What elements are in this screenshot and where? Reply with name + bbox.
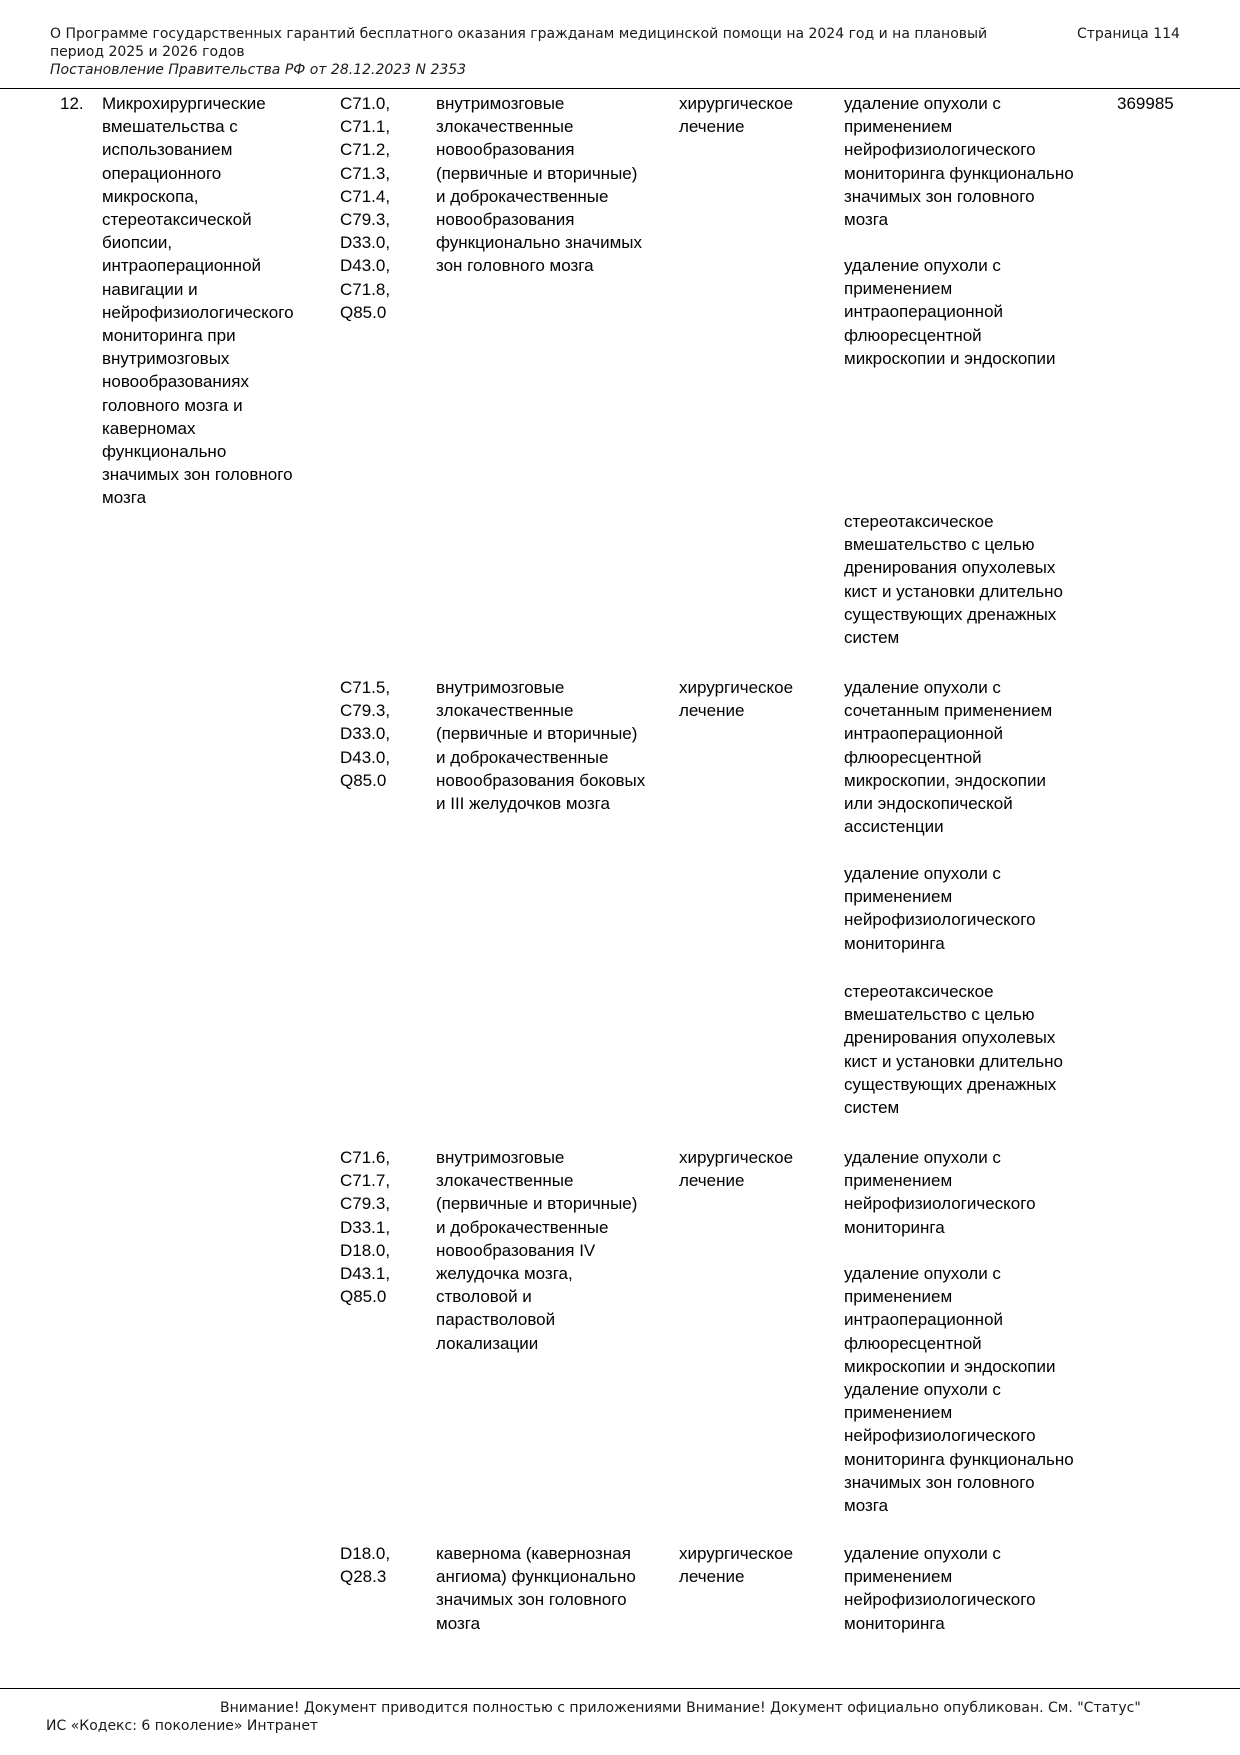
- treatment-method: стереотаксическое вмешательство с целью дренирования опухолевых кист и установки длительно существующих дренажных систем: [844, 982, 1063, 1118]
- treatment-method: удаление опухоли с применением нейрофизиологического мониторинга функционально значимых зон головного мозга: [844, 1380, 1074, 1516]
- page-number: Страница 114: [1077, 26, 1180, 42]
- footer-divider: [0, 1688, 1240, 1689]
- treatment-method: удаление опухоли с применением нейрофизиологического мониторинга: [844, 864, 1036, 953]
- treatment-type: хирургическое лечение: [679, 94, 794, 137]
- icd-codes: C71.5, C79.3, D33.0, D43.0, Q85.0: [340, 678, 391, 790]
- treatment-method: удаление опухоли с применением интраоперационной флюоресцентной микроскопии и эндоскопии: [844, 1264, 1056, 1376]
- treatment-method: удаление опухоли с применением нейрофизиологического мониторинга: [844, 1148, 1036, 1237]
- diagnosis: внутримозговые злокачественные новообразования (первичные и вторичные) и доброкачественные новообразования функционально значимых зон головного мозга: [436, 94, 643, 276]
- treatment-method: удаление опухоли с сочетанным применением интраоперационной флюоресцентной микроскопии, эндоскопии или эндоскопической ассистенции: [844, 678, 1053, 837]
- icd-codes: C71.0, C71.1, C71.2, C71.3, C71.4, C79.3, D33.0, D43.0, C71.8, Q85.0: [340, 94, 391, 322]
- header-divider: [0, 88, 1240, 89]
- icd-codes: D18.0, Q28.3: [340, 1544, 391, 1587]
- diagnosis: внутримозговые злокачественные (первичные и вторичные) и доброкачественные новообразования IV желудочка мозга, стволовой и парастволовой локализации: [436, 1148, 638, 1353]
- treatment-method: удаление опухоли с применением интраоперационной флюоресцентной микроскопии и эндоскопии: [844, 256, 1056, 368]
- treatment-method: удаление опухоли с применением нейрофизиологического мониторинга функционально значимых зон головного мозга: [844, 94, 1074, 230]
- icd-codes: C71.6, C71.7, C79.3, D33.1, D18.0, D43.1, Q85.0: [340, 1148, 391, 1307]
- diagnosis: кавернома (кавернозная ангиома) функционально значимых зон головного мозга: [436, 1544, 636, 1633]
- diagnosis: внутримозговые злокачественные (первичные и вторичные) и доброкачественные новообразования боковых и III желудочков мозга: [436, 678, 646, 814]
- treatment-type: хирургическое лечение: [679, 1148, 794, 1191]
- document-title: О Программе государственных гарантий бесплатного оказания гражданам медицинской помощи на 2024 год и на плановый период 2025 и 2026 годов: [50, 26, 988, 60]
- row-number: 12.: [60, 94, 84, 113]
- standard-cost: 369985: [1117, 94, 1174, 113]
- intervention-name: Микрохирургические вмешательства с использованием операционного микроскопа, стереотаксической биопсии, интраоперационной навигации и нейрофизиологического мониторинга при внутримозговых новообразованиях головного мозга и каверномах функционально значимых зон головного мозга: [102, 94, 294, 508]
- footer-system: ИС «Кодекс: 6 поколение» Интранет: [46, 1718, 319, 1734]
- treatment-method: стереотаксическое вмешательство с целью дренирования опухолевых кист и установки длительно существующих дренажных систем: [844, 512, 1063, 648]
- treatment-type: хирургическое лечение: [679, 1544, 794, 1587]
- treatment-type: хирургическое лечение: [679, 678, 794, 721]
- treatment-method: удаление опухоли с применением нейрофизиологического мониторинга: [844, 1544, 1036, 1633]
- document-subtitle: Постановление Правительства РФ от 28.12.2023 N 2353: [50, 62, 467, 78]
- footer-warning: Внимание! Документ приводится полностью с приложениями Внимание! Документ официально опубликован. См. "Статус": [220, 1700, 1141, 1716]
